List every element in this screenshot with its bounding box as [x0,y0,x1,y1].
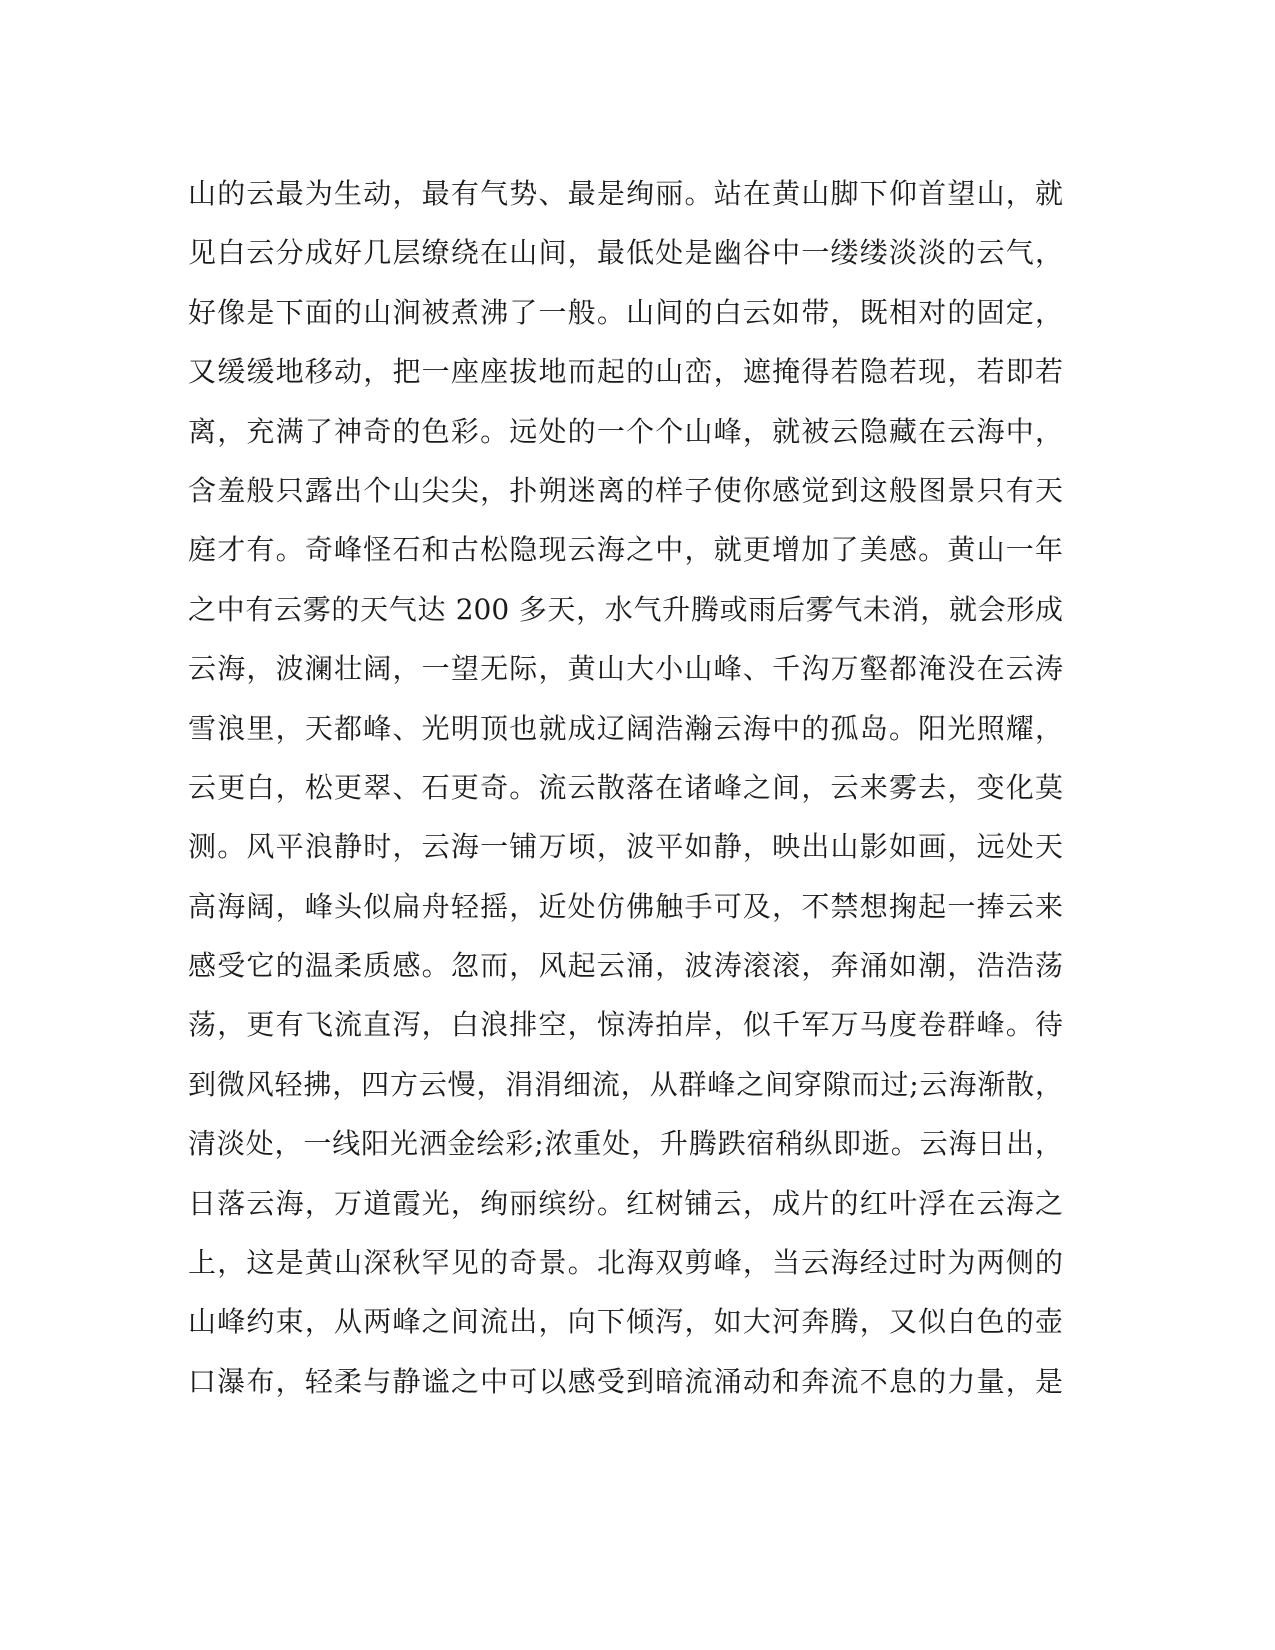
text-line-16: 到微风轻拂，四方云慢，涓涓细流，从群峰之间穿隙而过;云海渐散， [188,1067,1063,1101]
text-line-18: 日落云海，万道霞光，绚丽缤纷。红树铺云，成片的红叶浮在云海之 [188,1186,1063,1220]
text-line-20: 山峰约束，从两峰之间流出，向下倾泻，如大河奔腾，又似白色的壶 [188,1305,1063,1339]
text-line-10: 雪浪里，天都峰、光明顶也就成辽阔浩瀚云海中的孤岛。阳光照耀， [188,711,1063,745]
text-line-12: 测。风平浪静时，云海一铺万顷，波平如静，映出山影如画，远处天 [188,830,1063,864]
text-line-2: 见白云分成好几层缭绕在山间，最低处是幽谷中一缕缕淡淡的云气， [188,236,1063,270]
text-line-17: 清淡处，一线阳光洒金绘彩;浓重处，升腾跌宿稍纵即逝。云海日出， [188,1127,1063,1161]
text-line-9: 云海，波澜壮阔，一望无际，黄山大小山峰、千沟万壑都淹没在云涛 [188,652,1063,686]
text-line-15: 荡，更有飞流直泻，白浪排空，惊涛拍岸，似千军万马度卷群峰。待 [188,1008,1063,1042]
text-line-4: 又缓缓地移动，把一座座拔地而起的山峦，遮掩得若隐若现，若即若 [188,355,1063,389]
text-line-6: 含羞般只露出个山尖尖，扑朔迷离的样子使你感觉到这般图景只有天 [188,473,1063,507]
text-line-5: 离，充满了神奇的色彩。远处的一个个山峰，就被云隐藏在云海中， [188,414,1063,448]
text-line-8: 之中有云雾的天气达 200 多天，水气升腾或雨后雾气未消，就会形成 [188,592,1063,626]
text-line-1: 山的云最为生动，最有气势、最是绚丽。站在黄山脚下仰首望山，就 [188,177,1063,210]
text-line-3: 好像是下面的山涧被煮沸了一般。山间的白云如带，既相对的固定， [188,295,1063,329]
text-line-14: 感受它的温柔质感。忽而，风起云涌，波涛滚滚，奔涌如潮，浩浩荡 [188,949,1063,983]
text-line-7: 庭才有。奇峰怪石和古松隐现云海之中，就更增加了美感。黄山一年 [188,533,1063,567]
text-line-21: 口瀑布，轻柔与静谧之中可以感受到暗流涌动和奔流不息的力量，是 [188,1364,1063,1398]
text-line-13: 高海阔，峰头似扁舟轻摇，近处仿佛触手可及，不禁想掬起一捧云来 [188,889,1063,923]
body-text [188,164,1063,1411]
text-line-19: 上，这是黄山深秋罕见的奇景。北海双剪峰，当云海经过时为两侧的 [188,1246,1063,1280]
text-line-11: 云更白，松更翠、石更奇。流云散落在诸峰之间，云来雾去，变化莫 [188,770,1063,804]
